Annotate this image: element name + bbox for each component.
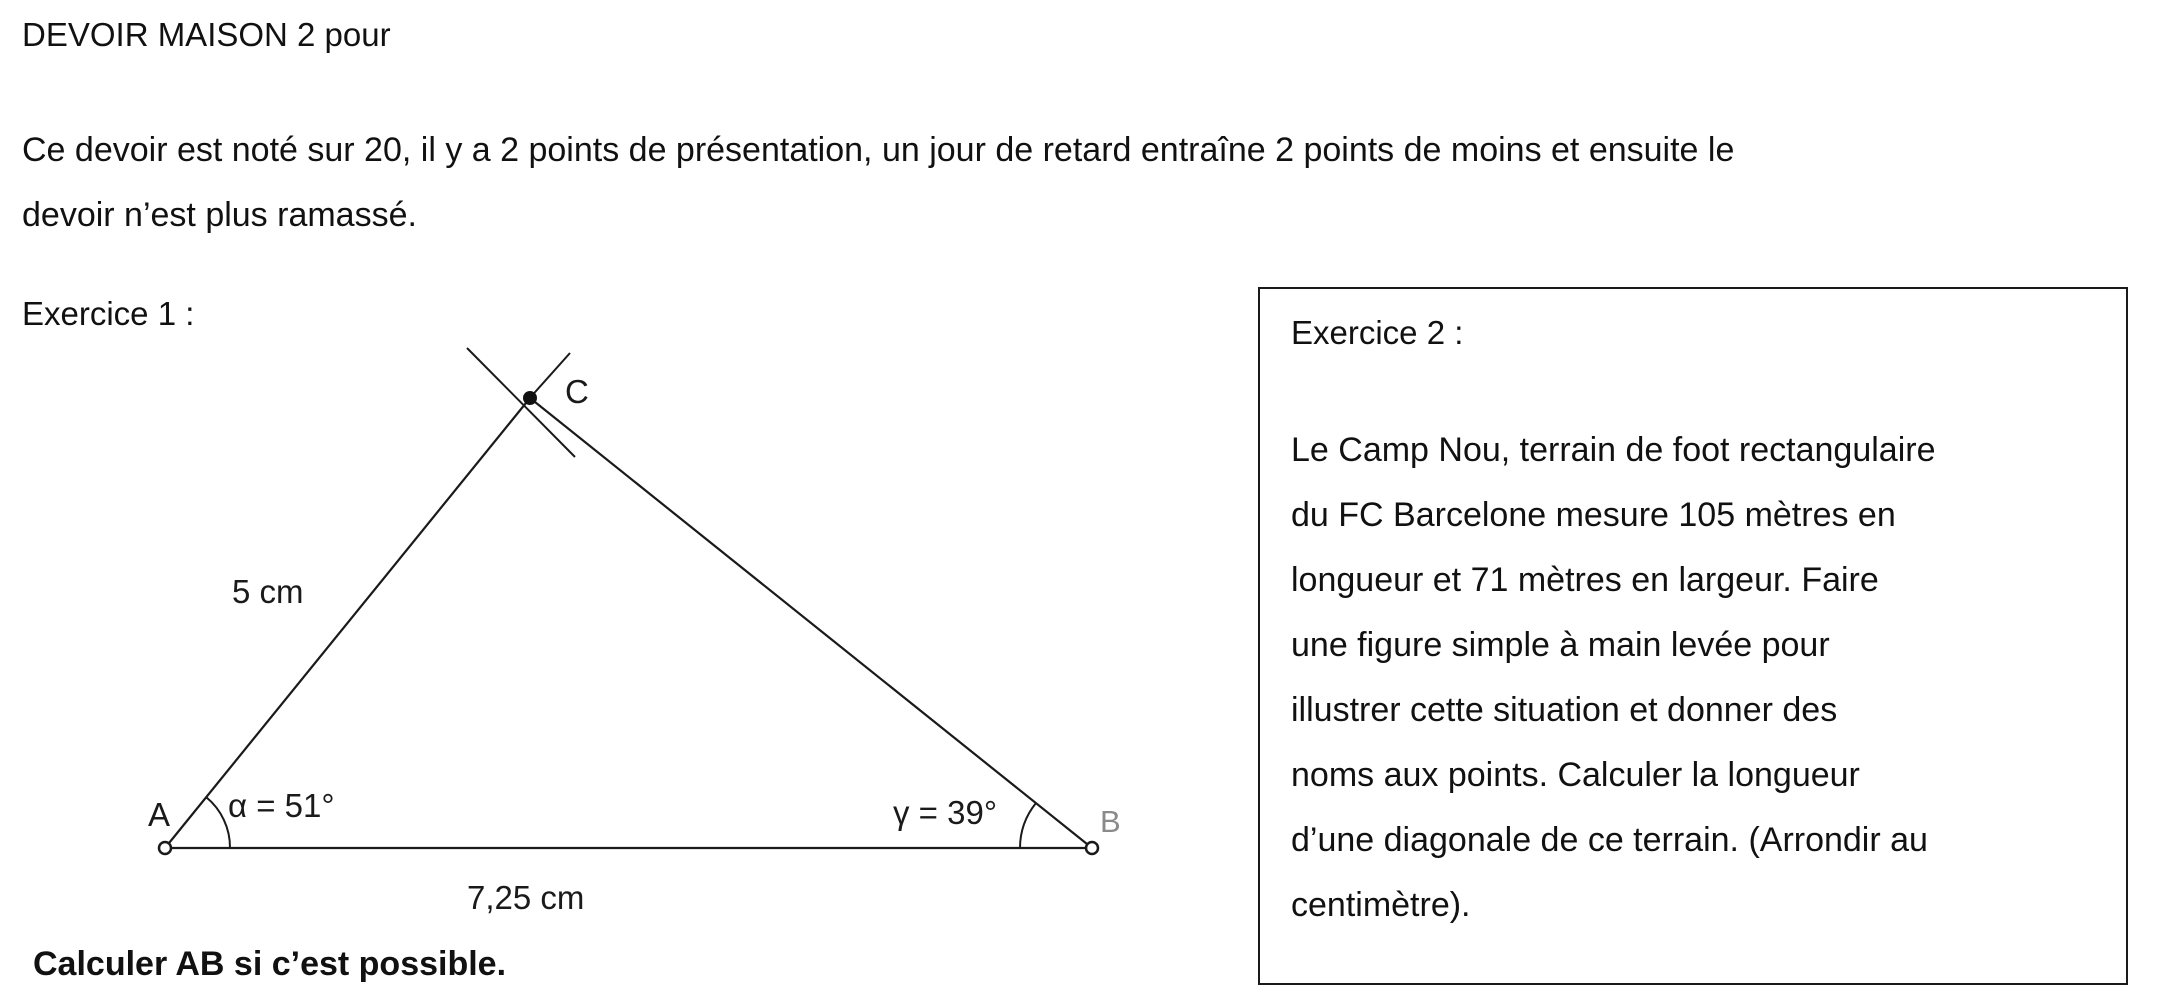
intro-line-2: devoir n’est plus ramassé. — [22, 196, 417, 234]
exercise-1-title: Exercice 1 : — [22, 295, 195, 332]
exercise-1-question: Calculer AB si c’est possible. — [33, 945, 507, 983]
vertex-b-point — [1086, 842, 1098, 854]
exercise-2-text — [1291, 418, 1935, 938]
angle-a-arc — [206, 797, 230, 848]
intro-line-1: Ce devoir est noté sur 20, il y a 2 points de présentation, un jour de retard entraîne 2 points de moins et ensuite le — [22, 131, 1735, 169]
side-ac-length-label: 5 cm — [232, 573, 304, 610]
exercise-2-line: noms aux points. Calculer la longueur — [1291, 756, 1860, 794]
exercise-2-line: d’une diagonale de ce terrain. (Arrondir au — [1291, 821, 1928, 859]
triangle-figure — [0, 330, 1200, 930]
vertex-c-point — [523, 391, 537, 405]
exercise-2-line: du FC Barcelone mesure 105 mètres en — [1291, 496, 1896, 534]
side-ab-length-label: 7,25 cm — [467, 879, 585, 916]
angle-a-label: α = 51° — [228, 787, 335, 824]
exercise-2-box — [1258, 287, 2128, 985]
exercise-2-line: une figure simple à main levée pour — [1291, 626, 1830, 664]
angle-b-label: γ = 39° — [893, 794, 998, 831]
exercise-2-title: Exercice 2 : — [1291, 314, 1464, 351]
vertex-b-label: B — [1100, 804, 1121, 839]
vertex-c-label: C — [565, 373, 589, 410]
exercise-2-line: longueur et 71 mètres en largeur. Faire — [1291, 561, 1879, 599]
exercise-2-line: Le Camp Nou, terrain de foot rectangulaire — [1291, 431, 1936, 469]
exercise-2-line: illustrer cette situation et donner des — [1291, 691, 1838, 729]
side-ac — [165, 398, 530, 848]
vertex-a-label: A — [148, 796, 171, 833]
page-title: DEVOIR MAISON 2 pour — [22, 16, 391, 53]
side-bc — [530, 398, 1092, 848]
intro-text — [22, 118, 1734, 248]
angle-b-arc — [1020, 803, 1036, 848]
vertex-a-point — [159, 842, 171, 854]
exercise-2-line: centimètre). — [1291, 886, 1471, 924]
